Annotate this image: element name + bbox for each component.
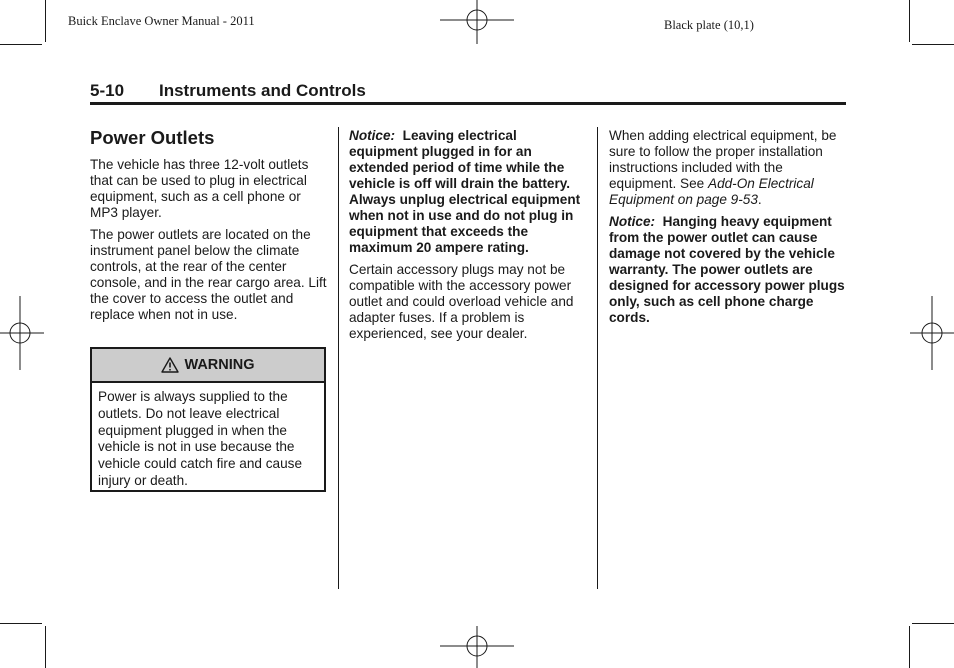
warning-text: Power is always supplied to the outlets. Do not leave electrical equipment plugged in when the vehicle is not in use because the vehicle could catch fire and cause injury or death. — [98, 389, 303, 488]
registration-mark-icon — [0, 296, 44, 370]
notice-label: Notice: — [609, 214, 656, 229]
crop-mark — [0, 623, 42, 624]
section-title: Instruments and Controls — [159, 81, 366, 100]
manual-title: Buick Enclave Owner Manual - 2011 — [68, 14, 255, 28]
crop-mark — [45, 0, 46, 42]
warning-title: WARNING — [184, 357, 255, 373]
warning-header — [92, 349, 324, 383]
paragraph: The vehicle has three 12-volt outlets that can be used to plug in electrical equipment, such as a cell phone or MP3 player. — [90, 157, 309, 220]
warning-box — [90, 347, 326, 492]
plate-label: Black plate (10,1) — [664, 18, 754, 32]
crop-mark — [909, 626, 910, 668]
notice-text: Hanging heavy equipment from the power outlet can cause damage not covered by the vehicle warranty. The power outlets are designed for accessory power plugs only, such as cell phone charge cords. — [609, 214, 845, 325]
notice-paragraph — [609, 214, 849, 326]
paragraph — [609, 128, 849, 208]
paragraph: The power outlets are located on the instrument panel below the climate controls, at the rear of the center console, and in the rear cargo area. Lift the cover to access the outlet and replace when not in use. — [90, 227, 327, 322]
crop-mark — [45, 626, 46, 668]
column-2 — [349, 128, 587, 348]
notice-text: Leaving electrical equipment plugged in for an extended period of time while the vehicle is off will drain the battery. Always unplug electrical equipment when not in use and do not plug in equipment that exceeds the maximum 20 ampere rating. — [349, 128, 581, 255]
column-3 — [609, 128, 849, 332]
column-divider — [597, 127, 598, 589]
paragraph-text: . — [757, 192, 762, 207]
column-divider — [338, 127, 339, 589]
crop-mark — [912, 623, 954, 624]
notice-label: Notice: — [349, 128, 396, 143]
notice-paragraph — [349, 128, 587, 256]
crop-mark — [0, 44, 42, 45]
warning-triangle-icon — [161, 357, 179, 373]
crop-mark — [909, 0, 910, 42]
registration-mark-icon — [440, 626, 514, 668]
column-1 — [90, 128, 330, 329]
cross-reference-link[interactable]: Add-On Electrical Equipment on page 9-53 — [609, 176, 814, 207]
paragraph: Certain accessory plugs may not be compatible with the accessory power outlet and could overload vehicle and adapter fuses. If a problem is experienced, see your dealer. — [349, 262, 574, 341]
section-rule — [90, 102, 846, 105]
page-title: Power Outlets — [90, 127, 215, 148]
registration-mark-icon — [440, 0, 514, 44]
registration-mark-icon — [910, 296, 954, 370]
section-number: 5-10 — [90, 81, 125, 100]
crop-mark — [912, 44, 954, 45]
paragraph-text: When adding electrical equipment, be sure to follow the proper installation instructions included with the equipment. See — [609, 128, 837, 191]
